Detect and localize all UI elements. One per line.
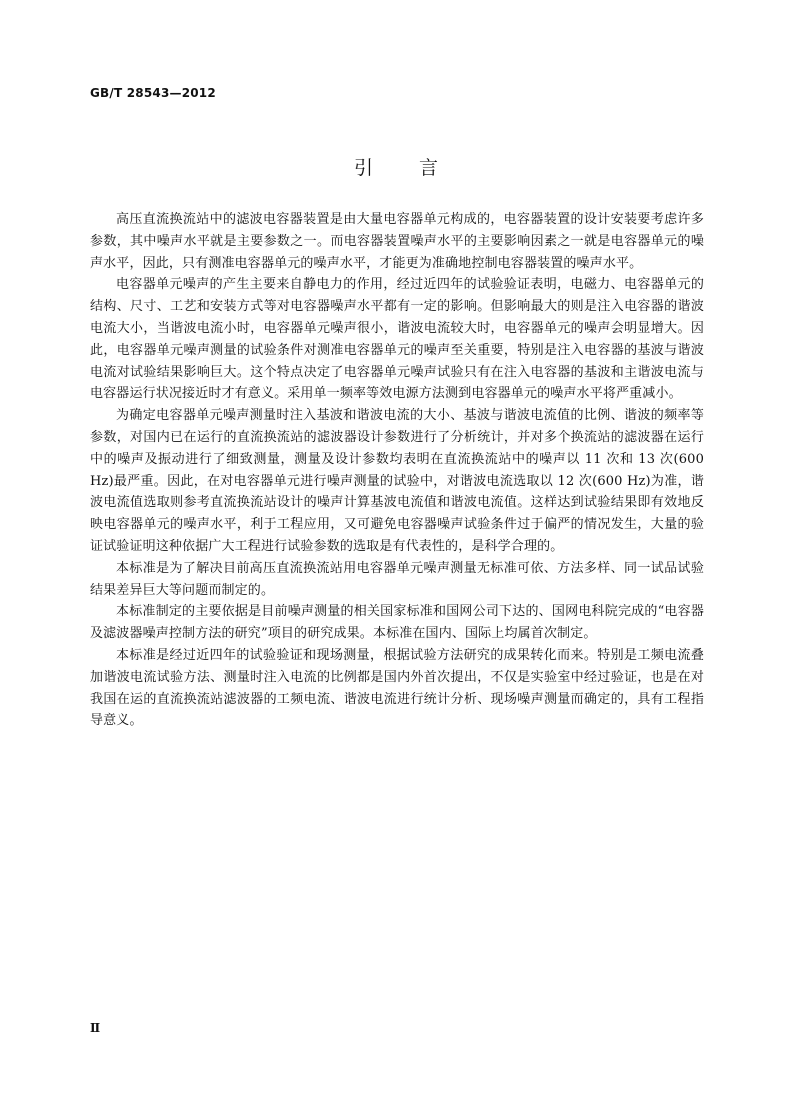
paragraph-5: 本标准制定的主要依据是目前噪声测量的相关国家标准和国网公司下达的、国网电科院完成的“电容器及滤波器噪声控制方法的研究”项目的研究成果。本标准在国内、国际上均属首次制定。 [90,604,704,642]
page-title [0,153,792,180]
page-number: Ⅱ [90,1021,101,1035]
paragraph-2: 电容器单元噪声的产生主要来自静电力的作用，经过近四年的试验验证表明，电磁力、电容器单元的结构、尺寸、工艺和安装方式等对电容器噪声水平都有一定的影响。但影响最大的则是注入电容器的谐波电流大小，当谐波电流小时，电容器单元噪声很小，谐波电流较大时，电容器单元的噪声会明显增大。因此，电容器单元噪声测量的试验条件对测准电容器单元的噪声至关重要，特别是注入电容器的基波与谐波电流对试验结果影响巨大。这个特点决定了电容器单元噪声试验只有在注入电容器的基波和主谐波电流与电容器运行状况接近时才有意义。采用单一频率等效电源方法测到电容器单元的噪声水平将严重减小。 [90,277,704,402]
standard-number: GB/T 28543—2012 [90,86,216,100]
paragraph-6: 本标准是经过近四年的试验验证和现场测量，根据试验方法研究的成果转化而来。特别是工频电流叠加谐波电流试验方法、测量时注入电流的比例都是国内外首次提出，不仅是实验室中经过验证，也是在对我国在运的直流换流站滤波器的工频电流、谐波电流进行统计分析、现场噪声测量而确定的，具有工程指导意义。 [90,647,704,729]
paragraph-4: 本标准是为了解决目前高压直流换流站用电容器单元噪声测量无标准可依、方法多样、同一试品试验结果差异巨大等问题而制定的。 [90,560,704,598]
introduction-body [90,209,704,732]
paragraph-3: 为确定电容器单元噪声测量时注入基波和谐波电流的大小、基波与谐波电流值的比例、谐波的频率等参数，对国内已在运行的直流换流站的滤波器设计参数进行了分析统计，并对多个换流站的滤波器在运行中的噪声及振动进行了细致测量，测量及设计参数均表明在直流换流站中的噪声以 11 次和 13 次(600 Hz)最严重。因此，在对电容器单元进行噪声测量的试验中，对谐波电流选取以 12 次(600 Hz)为准，谐波电流值选取则参考直流换流站设计的噪声计算基波电流值和谐波电流值。这样达到试验结果即有效地反映电容器单元的噪声水平，利于工程应用，又可避免电容器噪声试验条件过于偏严的情况发生，大量的验证试验证明这种依据广大工程进行试验参数的选取是有代表性的，是科学合理的。 [90,408,704,554]
title-char-2: 言 [419,157,439,179]
paragraph-1: 高压直流换流站中的滤波电容器装置是由大量电容器单元构成的，电容器装置的设计安装要考虑许多参数，其中噪声水平就是主要参数之一。而电容器装置噪声水平的主要影响因素之一就是电容器单元的噪声水平，因此，只有测准电容器单元的噪声水平，才能更为准确地控制电容器装置的噪声水平。 [90,212,704,271]
title-char-1: 引 [353,157,373,179]
